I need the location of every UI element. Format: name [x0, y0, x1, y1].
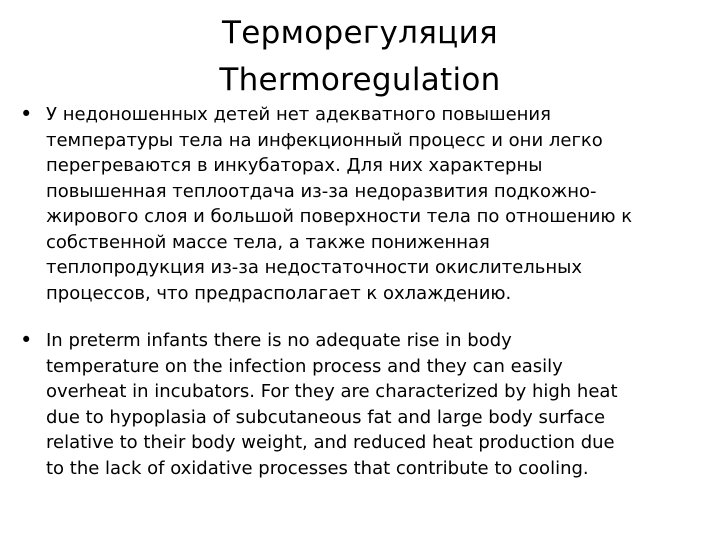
- text-line: due to hypoplasia of subcutaneous fat and large body surface: [46, 406, 606, 428]
- bullet-marker: •: [20, 328, 33, 352]
- slide-title: [140, 10, 580, 104]
- text-line: теплопродукция из-за недостаточности окислительных: [46, 257, 583, 278]
- text-line: In preterm infants there is no adequate rise in body: [46, 330, 512, 351]
- text-line: собственной массе тела, а также пониженная: [46, 231, 490, 253]
- text-line: температуры тела на инфекционный процесс и они легко: [46, 129, 603, 151]
- text-line: to the lack of oxidative processes that contribute to cooling.: [46, 457, 589, 479]
- bullet-marker: •: [20, 102, 33, 126]
- text-line: relative to their body weight, and reduced heat production due: [46, 432, 615, 453]
- bullet-text-english: [46, 328, 704, 481]
- text-line: повышенная теплоотдача из-за недоразвития подкожно-: [46, 180, 597, 202]
- text-line: temperature on the infection process and they can easily: [46, 355, 563, 377]
- bullet-russian: [20, 102, 704, 306]
- bullet-text-russian: [46, 102, 704, 306]
- title-russian: Терморегуляция: [222, 15, 498, 51]
- text-line: overheat in incubators. For they are characterized by high heat: [46, 381, 618, 402]
- text-line: жирового слоя и большой поверхности тела по отношению к: [46, 206, 633, 227]
- bullet-english: [20, 328, 704, 481]
- text-line: процессов, что предрасполагает к охлаждению.: [46, 282, 512, 304]
- title-english: Thermoregulation: [219, 62, 501, 98]
- text-line: У недоношенных детей нет адекватного повышения: [46, 104, 551, 125]
- text-line: перегреваются в инкубаторах. Для них характерны: [46, 155, 543, 176]
